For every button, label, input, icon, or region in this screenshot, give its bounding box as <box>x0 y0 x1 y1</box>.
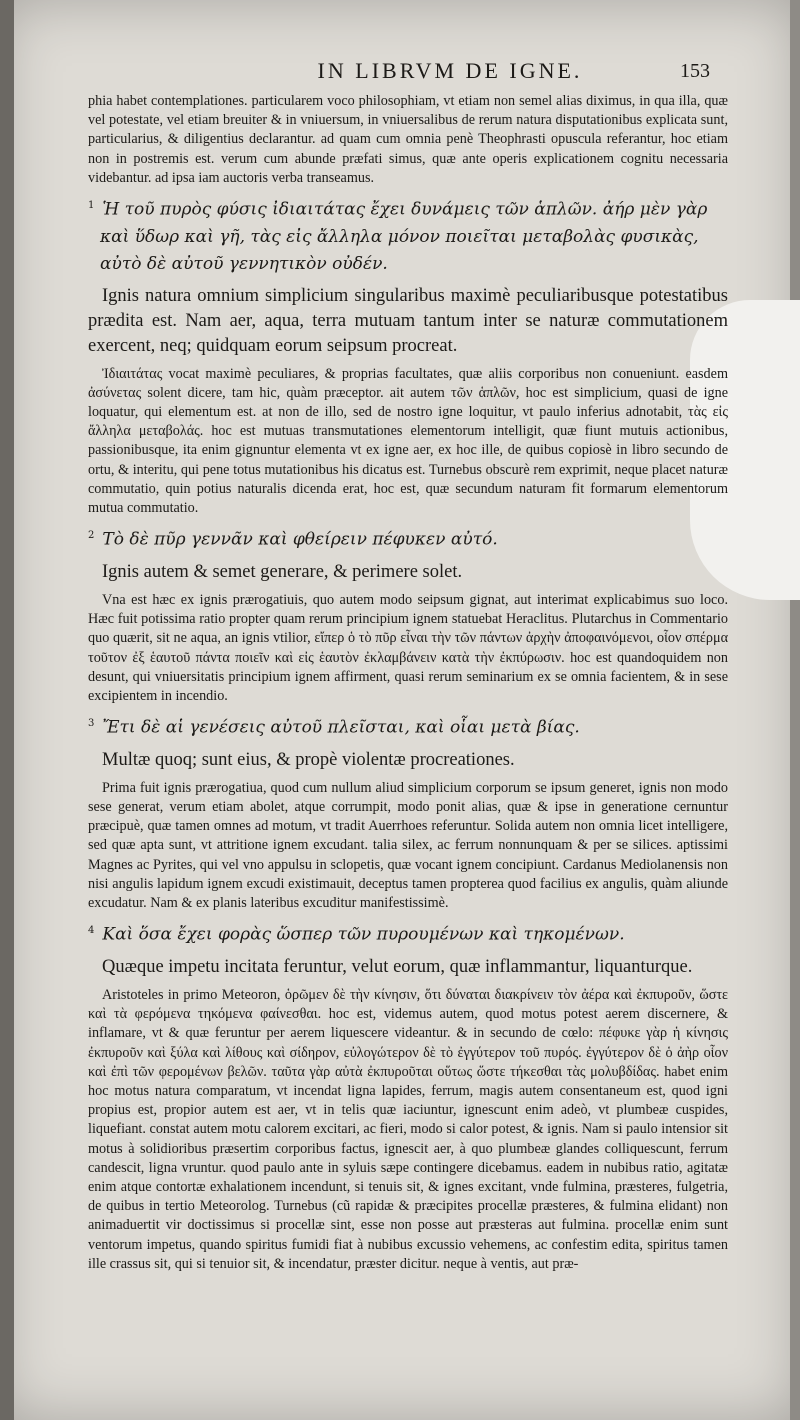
commentary-paragraph: Aristoteles in primo Meteoron, ὁρῶμεν δὲ τὴν κίνησιν, ὅτι δύναται διακρίνειν τὸν ἀέρα καὶ ἐκπυροῦν, ὥστε καὶ τὰ φερόμενα τηκόμενα φαίνεσθαι. hoc est, videmus autem, quod motus potest aerem discernere, & inflamare, vt & quæ feruntur per aerem liquescere videantur. & in secundo de cœlo: πέφυκε γὰρ ἡ κίνησις ἐκπυροῦν καὶ ξύλα καὶ λίθους καὶ σίδηρον, εὐλογώτερον δὲ τὸ ἐγγύτερον τοῦ πυρός. ἐγγύτερον δὲ ὁ ἀὴρ οἷον καὶ ἐπὶ τῶν φερομένων βελῶν. ταῦτα γὰρ αὐτὰ ἐκπυροῦται οὕτως ὥστε τήκεσθαι τὰς μολυβδίδας. habet enim hoc motus natura comparatum, vt incendat ligna lapides, ferrum, magis autem consentaneum est, quod igni propius est, propior autem est aer, vt in telis quæ iaciuntur, ignescunt enim adeò, vt plumbeæ cuspides, liquefiant. constat autem motu calorem excitari, ac fieri, modo si calor potest, & ignis. Nam si paulo intensior sit motus à solidioribus præsertim corporibus factus, ignescit aer, à quo plumbeæ glandes colliquescunt, ferrum candescit, ligna vruntur. quod paulo ante in syluis sæpe contingere dicebamus. eadem in nubibus ratio, agitatæ enim atque contortæ exhalationem incendunt, si tenuis sit, & ignes excitant, vnde fulmina, præsteres, fulgetria, de quibus in tertio Meteorolog. Turnebus (cũ rapidæ & præcipites procellæ præsteres, & fulmina elidant) non animaduertit vir doctissimus si procellæ sint, esse non posse aut præsteras aut fulmina. procellæ enim sunt ventorum impetus, quando spiritus fumidi fiat à nubibus excussio vehemens, ac confestim edita, spiritus tamen ille crassus sit, qui si tenuior sit, & incendatur, præster dicitur. neque à ventis, aut præ- <box>88 986 728 1272</box>
lemma-number: 1 <box>88 200 95 212</box>
commentary-paragraph: Vna est hæc ex ignis prærogatiuis, quo autem modo seipsum gignat, aut interimat explicabimus suo loco. Hæc fuit potissima ratio propter quam rerum principium ignem statuebat Heraclitus. Plutarchus in Commentario quo quærit, sit ne aqua, an ignis vtilior, εἴπερ ὁ τὸ πῦρ εἶναι τὴν τῶν πάντων ἀρχὴν ἀποφαινόμενοι, οἷον σπέρμα τοῦτον ἐξ ἑαυτοῦ πάντα ποιεῖν καὶ εἰς ἑαυτὸν ἐκλαμβάνειν κατὰ τὴν ἐκπύρωσιν. hoc est quandoquidem non desunt, qui vniuersitatis principium ignem affirment, quasi rerum seminarium ex se omnia facientem, & in sese excipientem in incendio. <box>88 591 728 704</box>
page-body <box>88 92 728 1274</box>
page-header <box>90 58 710 88</box>
lemma-number: 2 <box>88 530 95 542</box>
greek-lemma <box>88 917 728 949</box>
page-gutter-shadow <box>0 0 14 1420</box>
latin-translation: Ignis natura omnium simplicium singularibus maximè peculiaribusque potestatibus prædita est. Nam aer, aqua, terra mutuam tantum inter se naturæ commutationem exercent, neq; quidquam eorum seipsum procreat. <box>88 285 728 356</box>
running-head: IN LIBRVM DE IGNE. <box>317 58 583 83</box>
commentary-paragraph: Prima fuit ignis prærogatiua, quod cum nullum aliud simplicium corporum se ipsum generet, ignis non modo sese generat, verum etiam abolet, atque corrumpit, modo ponit alias, quæ & ipse in generatione cernuntur præcipuè, quæ tamen omnes ad motum, vt tradit Auerrhoes referuntur. Solida autem non omnia licet intelligere, sed quæ apta sunt, vt attritione ignem excudant. talia silex, ac ferrum nonnunquam & per se silices. aptissimi Magnes ac Pyrites, qui vel vno appulsu in sclopetis, quæ vocant ignem concipiunt. Cardanus Mediolanensis non nisi angulis lapidum ignem excudi existimauit, deceptus tamen propterea quod facilius ex angulis, quàm aliunde excudatur. Nam & ex planis lateribus excuditur manifestissimè. <box>88 779 728 912</box>
lemma-number: 3 <box>88 718 95 730</box>
page-number: 153 <box>680 60 710 82</box>
greek-lemma <box>88 522 728 554</box>
latin-translation: Ignis autem & semet generare, & perimere solet. <box>102 561 463 582</box>
latin-translation: Multæ quoq; sunt eius, & propè violentæ procreationes. <box>102 749 515 770</box>
greek-text: Τὸ δὲ πῦρ γεννᾶν καὶ φθείρειν πέφυκεν αὐτό. <box>102 529 498 550</box>
greek-text: Καὶ ὅσα ἔχει φορὰς ὥσπερ τῶν πυρουμένων καὶ τηκομένων. <box>102 924 625 945</box>
greek-lemma <box>88 710 728 742</box>
commentary-paragraph: Ἰδιαιτάτας vocat maximè peculiares, & proprias facultates, quæ aliis corporibus non conueniunt. easdem ἀσύνετας solent dicere, tam hic, quàm præceptor. ait autem τῶν ἁπλῶν, hoc est simplicium, quasi de igne loquatur, qui elementum est. at non de illo, sed de nostro igne loquitur, vt paulo inferius adnotabit, τὰς εἰς ἄλληλα μεταβολάς. hoc est mutuas transmutationes elementorum intelligit, quæ fiunt mutuis actionibus, passionibusque, ita enim gignuntur elementa vt ex igne aer, ex hoc ille, de quibus copiosè in libro secundo de ortu, & interitu, qui pene totus mutationibus his dicatus est. Turnebus obscurè rem exprimit, neque placet naturæ commutatio, quin potius naturalis dicenda erat, hoc est, quæ secundum naturam fit formarum elementorum mutua commutatio. <box>88 365 728 517</box>
greek-text: Ἡ τοῦ πυρὸς φύσις ἰδιαιτάτας ἔχει δυνάμεις τῶν ἁπλῶν. ἀήρ μὲν γὰρ καὶ ὕδωρ καὶ γῆ, τὰς εἰς ἄλληλα μόνον ποιεῖται μεταβολὰς φυσικὰς, αὐτὸ δὲ αὐτοῦ γεννητικὸν οὐδέν. <box>100 199 708 274</box>
greek-text: Ἔτι δὲ αἱ γενέσεις αὐτοῦ πλεῖσται, καὶ οἷαι μετὰ βίας. <box>102 717 580 738</box>
latin-translation: Quæque impetu incitata feruntur, velut eorum, quæ inflammantur, liquanturque. <box>102 956 693 977</box>
commentary-paragraph: phia habet contemplationes. particularem voco philosophiam, vt etiam non semel alias diximus, in qua illa, quæ vel potestate, vel etiam breuiter & in vniuersum, in vniuersalibus de rerum natura disputationibus explicata sunt, particularius, & diligentius declarantur. ad quam cum omnia penè Theophrasti opuscula referantur, hoc etiam non in postremis est. verum cum abunde præfati simus, quæ ante operis explicationem cognitu necessaria videbantur. ad ipsa iam auctoris verba transeamus. <box>88 93 728 186</box>
page-edge-shadow <box>790 0 800 1420</box>
lemma-number: 4 <box>88 925 95 937</box>
greek-lemma <box>88 192 728 278</box>
